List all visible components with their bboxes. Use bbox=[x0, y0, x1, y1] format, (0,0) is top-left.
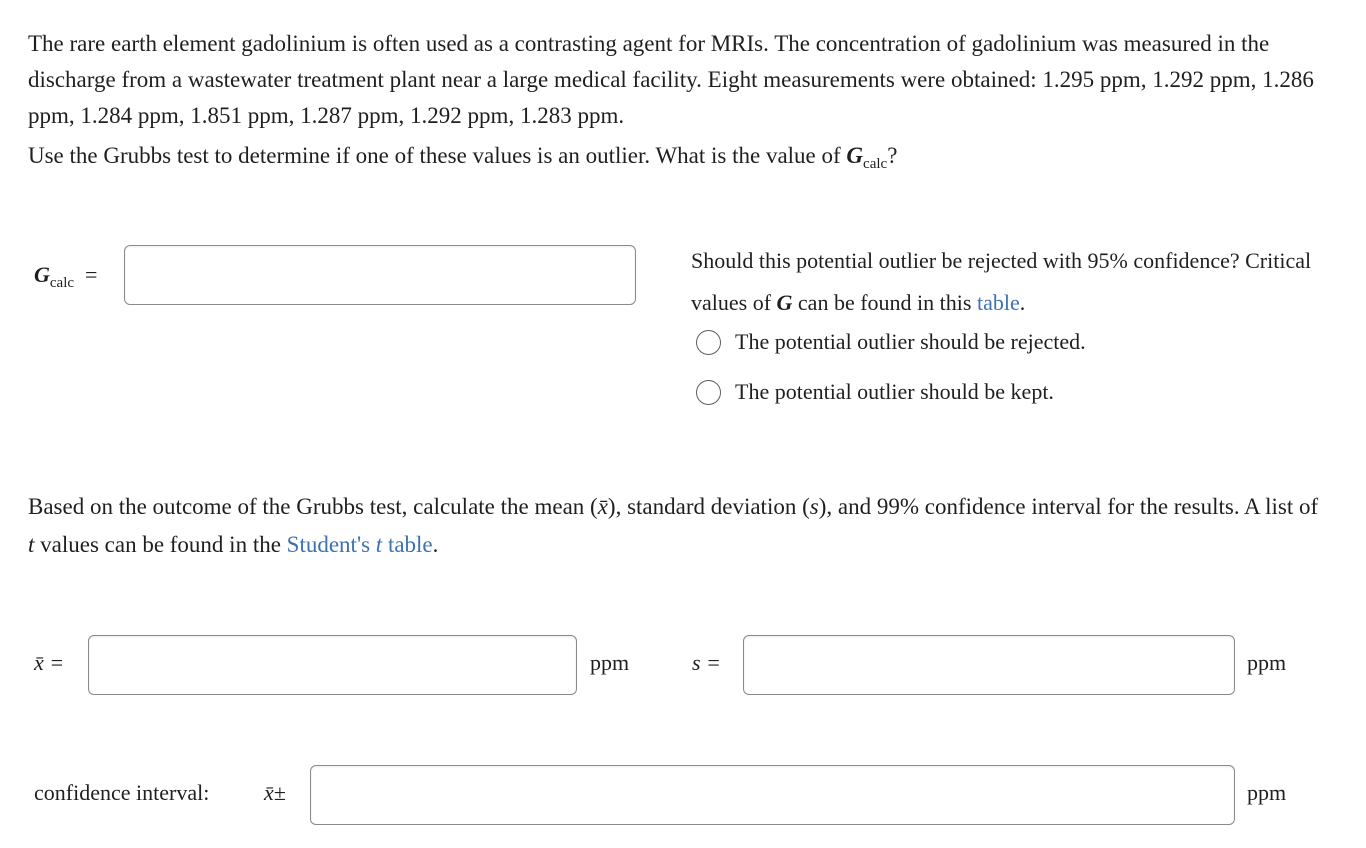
option-reject-label: The potential outlier should be rejected. bbox=[735, 329, 1086, 354]
mean-input[interactable] bbox=[88, 635, 577, 695]
option-keep[interactable] bbox=[696, 379, 1054, 405]
stats-xbar: x̄ bbox=[597, 494, 608, 519]
t-table-link[interactable] bbox=[287, 532, 433, 557]
question-prompt bbox=[28, 138, 897, 177]
stats-text4: values can be found in the bbox=[34, 532, 287, 557]
reject-question-text1: Should this potential outlier be rejected with 95% confidence? Critical values of bbox=[691, 248, 1312, 315]
stats-text3: ), and 99% confidence interval for the results. A list of bbox=[818, 494, 1319, 519]
gcalc-label bbox=[34, 262, 98, 291]
stats-text1: Based on the outcome of the Grubbs test, calculate the mean ( bbox=[28, 494, 598, 519]
stdev-label: s = bbox=[692, 650, 721, 675]
question-intro: The rare earth element gadolinium is often used as a contrasting agent for MRIs. The concentration of gadolinium was measured in the discharge from a wastewater treatment plant near a large medical facility. Eight measurements were obtained: 1.295 ppm, 1.292 ppm, 1.286 ppm, 1.284 ppm, 1.851 ppm, 1.287 ppm, 1.292 ppm, 1.283 ppm. bbox=[28, 31, 1314, 128]
mean-unit: ppm bbox=[590, 650, 630, 675]
stdev-input[interactable] bbox=[743, 635, 1235, 695]
t-table-link-pre: Student's bbox=[286, 532, 376, 557]
prompt-gcalc-sub: calc bbox=[863, 156, 888, 172]
prompt-gcalc-var: G bbox=[846, 143, 864, 168]
mean-label: x̄ = bbox=[34, 650, 65, 675]
stats-s: s bbox=[809, 494, 819, 519]
reject-question bbox=[691, 240, 1331, 324]
stats-t: t bbox=[28, 532, 35, 557]
radio-reject[interactable] bbox=[696, 330, 721, 355]
radio-keep[interactable] bbox=[696, 380, 721, 405]
ci-label: confidence interval: bbox=[34, 780, 210, 805]
option-reject[interactable] bbox=[696, 329, 1086, 355]
ci-input[interactable] bbox=[310, 765, 1235, 825]
ci-unit: ppm bbox=[1247, 780, 1287, 805]
gcalc-sub: calc bbox=[49, 275, 75, 291]
gcalc-equals: = bbox=[85, 262, 98, 287]
stats-text2: ), standard deviation ( bbox=[607, 494, 810, 519]
stats-question bbox=[28, 488, 1328, 564]
g-table-link[interactable]: table bbox=[976, 290, 1020, 315]
t-table-link-post: table bbox=[382, 532, 433, 557]
reject-question-end: . bbox=[1019, 290, 1026, 315]
reject-question-var: G bbox=[776, 290, 793, 315]
stdev-unit: ppm bbox=[1247, 650, 1287, 675]
gcalc-input[interactable] bbox=[124, 245, 636, 305]
gcalc-var: G bbox=[34, 262, 50, 287]
option-keep-label: The potential outlier should be kept. bbox=[735, 379, 1054, 404]
t-table-link-var: t bbox=[375, 532, 383, 557]
reject-question-text2: can be found in this bbox=[792, 290, 977, 315]
stats-end: . bbox=[432, 532, 439, 557]
prompt-text: Use the Grubbs test to determine if one of these values is an outlier. What is the value of bbox=[28, 143, 847, 168]
ci-symbol: x̄± bbox=[264, 780, 286, 805]
prompt-end: ? bbox=[887, 143, 898, 168]
